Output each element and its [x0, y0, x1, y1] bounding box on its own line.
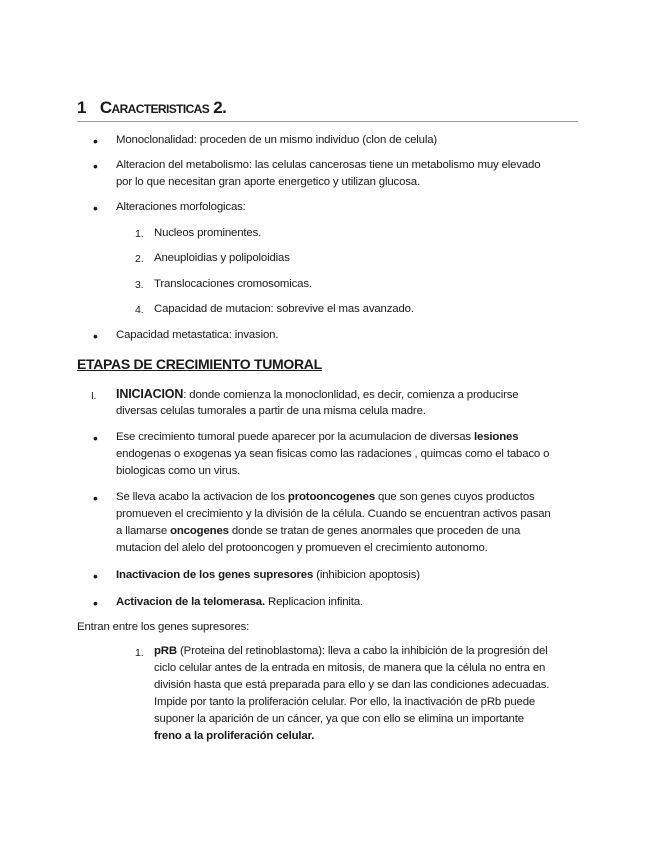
- list-item: Ese crecimiento tumoral puede aparecer por la acumulacion de diversas lesiones endogenas o exogenas ya sean fisicas como las radaciones , quimcas como el tabaco o biologicas como un virus.: [116, 431, 550, 477]
- bullet-icon: •: [93, 328, 98, 344]
- bullet-icon: •: [93, 158, 98, 174]
- list-item: Activacion de la telomerasa. Replicacion infinita.: [116, 596, 364, 608]
- bullet-icon: •: [93, 490, 98, 506]
- bullet-icon: •: [93, 595, 98, 611]
- bullet-icon: •: [93, 568, 98, 584]
- bullet-icon: •: [93, 200, 98, 216]
- sublist-item: Nucleos prominentes.: [154, 227, 262, 239]
- list-number: 1.: [135, 647, 144, 659]
- heading-rule: [77, 121, 578, 122]
- sublist-item: Translocaciones cromosomicas.: [154, 278, 312, 290]
- list-item: Inactivacion de los genes supresores (inhibicion apoptosis): [116, 569, 420, 581]
- list-item: Se lleva acabo la activacion de los protooncogenes que son genes cuyos productos promueven el crecimiento y la división de la célula. Cuando se encuentran activos pasan a llamarse oncogenes donde se tratan de genes anormales que proceden de una mutacion del alelo del protooncogen y promueven el crecimiento autonomo.: [116, 491, 551, 554]
- bullet-icon: •: [93, 430, 98, 446]
- list-number: 4.: [135, 304, 144, 316]
- bullet-icon: •: [93, 133, 98, 149]
- list-item: Monoclonalidad: proceden de un mismo individuo (clon de celula): [116, 134, 438, 146]
- sublist-item: Aneuploidias y polipoloidias: [154, 252, 290, 264]
- list-item: pRB (Proteina del retinoblastoma): lleva a cabo la inhibición de la progresión del ciclo celular antes de la entrada en mitosis, de manera que la célula no entra en división hasta que está preparada para ello y se dan las condiciones adecuadas. Impide por tanto la proliferación celular. Por ello, la inactivación de pRb puede suponer la aparición de un cáncer, ya que con ello se elimina un importante freno a la proliferación celular.: [154, 645, 550, 742]
- list-item: Alteracion del metabolismo: las celulas cancerosas tiene un metabolismo muy elevado por lo que necesitan gran aporte energetico y utilizan glucosa.: [116, 159, 541, 188]
- list-number: 3.: [135, 279, 144, 291]
- subsection-title: ETAPAS DE CRECIMIENTO TUMORAL: [77, 356, 322, 372]
- list-number: 1.: [135, 228, 144, 240]
- section-number: 1: [77, 98, 86, 117]
- iniciacion-term: INICIACION: [116, 387, 184, 401]
- section-heading: [77, 98, 226, 118]
- section-title: Caracteristicas 2.: [99, 98, 227, 117]
- list-number: 2.: [135, 253, 144, 265]
- list-item: Capacidad metastatica: invasion.: [116, 329, 279, 341]
- list-item: Alteraciones morfologicas:: [116, 201, 246, 213]
- paragraph: Entran entre los genes supresores:: [77, 621, 250, 633]
- list-item: INICIACION: donde comienza la monoclonlidad, es decir, comienza a producirse diversas celulas tumorales a partir de una misma celula madre.: [116, 387, 519, 417]
- roman-marker: I.: [91, 391, 97, 402]
- sublist-item: Capacidad de mutacion: sobrevive el mas avanzado.: [154, 303, 414, 315]
